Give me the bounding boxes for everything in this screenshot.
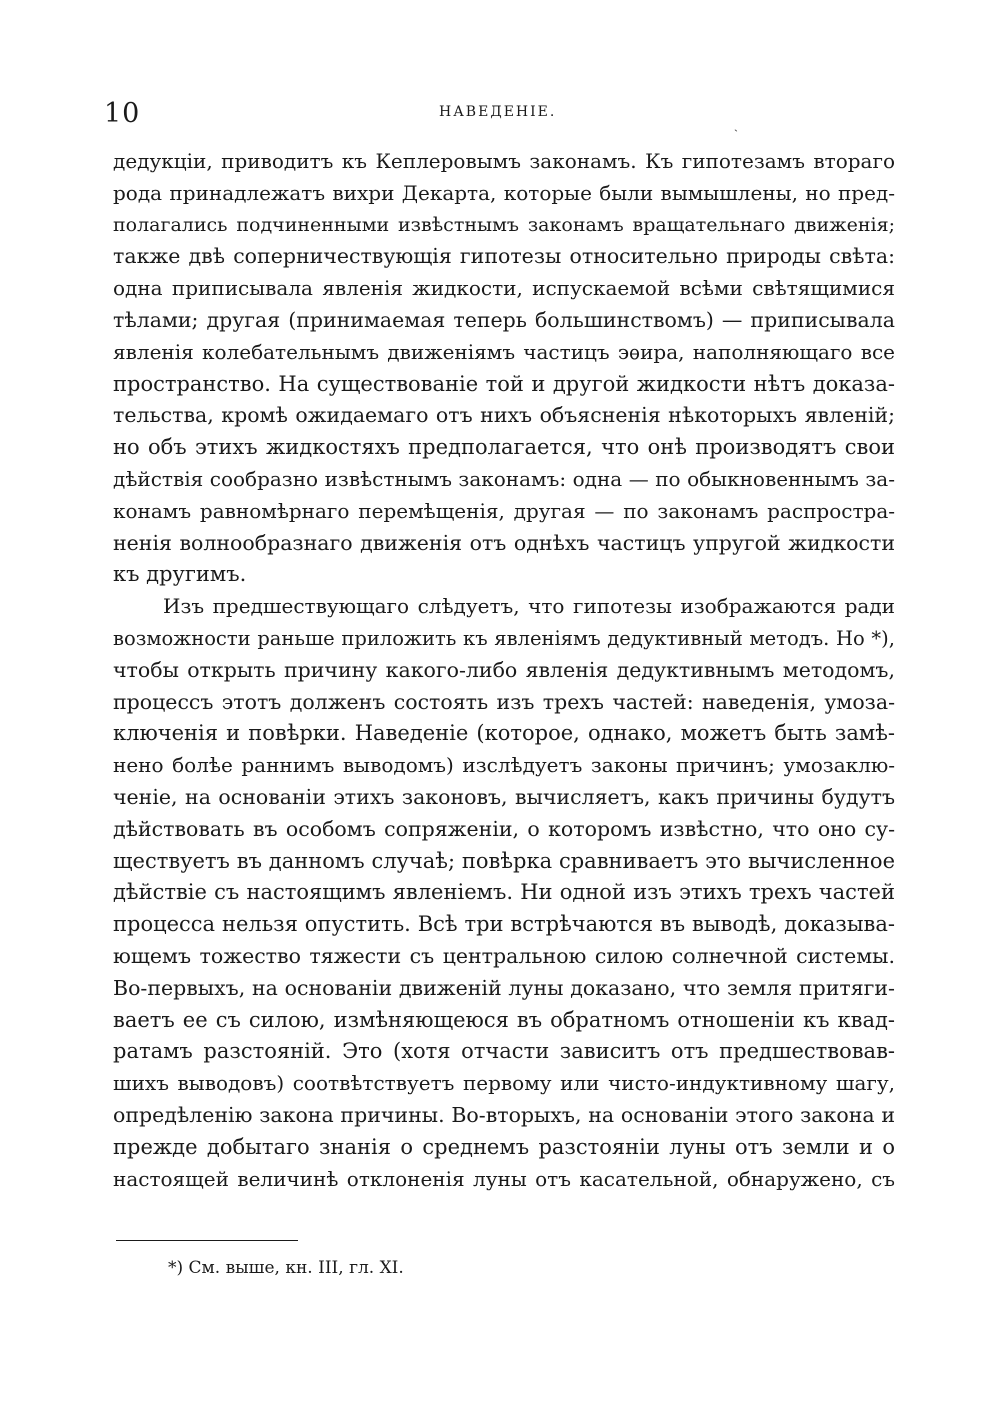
text-line: дѣйствія сообразно извѣстнымъ законамъ: одна — по обыкновеннымъ за- [113, 466, 895, 491]
text-line: опредѣленію закона причины. Во-вторыхъ, на основаніи этого закона и [113, 1102, 895, 1127]
text-line: тѣлами; другая (принимаемая теперь большинствомъ) — приписывала [113, 307, 895, 332]
text-line: полагались подчиненными извѣстнымъ законамъ вращательнаго движенія; [113, 213, 895, 236]
text-line: явленія колебательнымъ движеніямъ частицъ эѳира, наполняющаго все [113, 339, 895, 364]
text-line: дѣйствовать въ особомъ сопряженіи, о которомъ извѣстно, что оно су- [113, 816, 895, 841]
text-line: прежде добытаго знанія о среднемъ разстояніи луны отъ земли и о [113, 1134, 895, 1159]
body-text [113, 146, 895, 1195]
text-line: ченіе, на основаніи этихъ законовъ, вычисляетъ, какъ причины будутъ [113, 784, 895, 809]
text-line: дѣйствіе съ настоящимъ явленіемъ. Ни одной изъ этихъ трехъ частей [113, 880, 895, 905]
text-line: ваетъ ее съ силою, измѣняющеюся въ обратномъ отношеніи къ квад- [113, 1007, 895, 1032]
paragraph-end-line: къ другимъ. [113, 562, 247, 587]
text-line: дедукціи, приводитъ къ Кеплеровымъ законамъ. Къ гипотезамъ втораго [113, 149, 895, 173]
text-line: настоящей величинѣ отклоненія луны отъ касательной, обнаружено, съ [113, 1166, 895, 1191]
text-line: ключенія и повѣрки. Наведеніе (которое, однако, можетъ быть замѣ- [113, 721, 895, 746]
text-line: но объ этихъ жидкостяхъ предполагается, что онѣ производятъ свои [113, 435, 895, 460]
text-line-with-footnote-ref: возможности раньше приложить къ явленіямъ дедуктивный методъ. Но *), [113, 626, 895, 650]
text-line: процесса нельзя опустить. Всѣ три встрѣчаются въ выводѣ, доказыва- [113, 912, 895, 937]
text-line: одна приписывала явленія жидкости, испускаемой всѣми свѣтящимися [113, 276, 895, 301]
text-line: нено болѣе раннимъ выводомъ) изслѣдуетъ законы причинъ; умозаклю- [113, 753, 895, 778]
text-line: ненія волнообразнаго движенія отъ однѣхъ частицъ упругой жидкости [113, 530, 895, 555]
text-line: ществуетъ въ данномъ случаѣ; повѣрка сравниваетъ это вычисленное [113, 848, 895, 873]
text-line: ратамъ разстояній. Это (хотя отчасти зависитъ отъ предшествовав- [113, 1039, 895, 1064]
paragraph-first-line: Изъ предшествующаго слѣдуетъ, что гипотезы изображаются ради [163, 594, 895, 619]
text-line: шихъ выводовъ) соотвѣтствуетъ первому или чисто-индуктивному шагу, [113, 1071, 895, 1096]
stray-ink-mark: ˏ [734, 118, 738, 132]
text-line: процессъ этотъ долженъ состоять изъ трехъ частей: наведенія, умоза- [113, 689, 895, 714]
text-line: Во-первыхъ, на основаніи движеній луны доказано, что земля притяги- [113, 975, 895, 1000]
text-line: чтобы открыть причину какого-либо явленія дедуктивнымъ методомъ, [113, 657, 895, 682]
text-line: рода принадлежатъ вихри Декарта, которые были вымышлены, но пред- [113, 180, 895, 205]
text-line: также двѣ соперничествующія гипотезы относительно природы свѣта: [113, 244, 895, 269]
running-head: НАВЕДЕНІЕ. [439, 104, 557, 120]
page-number: 10 [104, 98, 141, 129]
text-line: пространство. На существованіе той и другой жидкости нѣтъ доказа- [113, 371, 895, 396]
footnote: *) См. выше, кн. III, гл. XI. [168, 1258, 404, 1278]
text-line: ющемъ тожество тяжести съ центральною силою солнечной системы. [113, 943, 895, 968]
footnote-divider [116, 1240, 298, 1241]
text-line: тельства, кромѣ ожидаемаго отъ нихъ объясненія нѣкоторыхъ явленій; [113, 403, 895, 428]
text-line: конамъ равномѣрнаго перемѣщенія, другая — по законамъ распростра- [113, 498, 895, 523]
